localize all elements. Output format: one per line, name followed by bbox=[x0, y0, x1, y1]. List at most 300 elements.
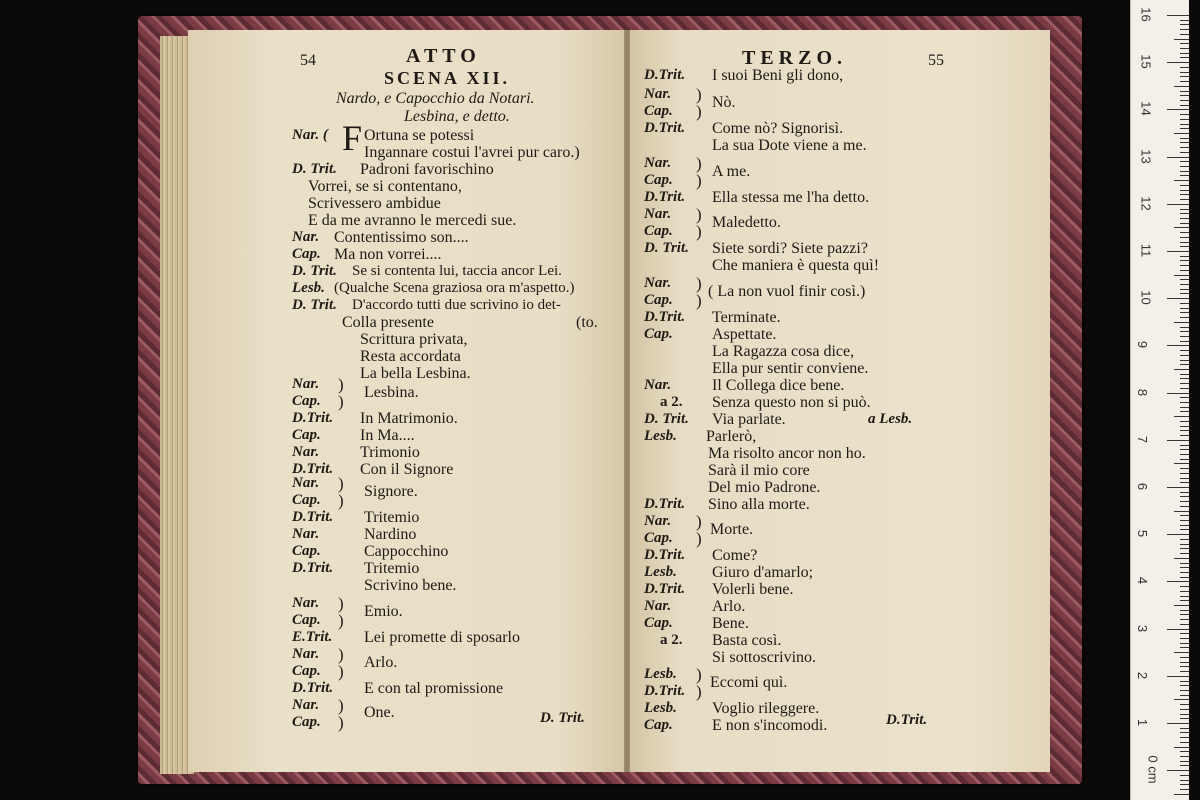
ruler-tick bbox=[1174, 605, 1189, 606]
ruler-tick bbox=[1180, 624, 1189, 625]
speaker-label: Nar. bbox=[644, 86, 672, 102]
ruler-tick bbox=[1180, 374, 1189, 375]
ruler-tick bbox=[1167, 676, 1189, 677]
left-page bbox=[188, 30, 624, 772]
ruler-tick bbox=[1180, 336, 1189, 337]
verse-line: (to. bbox=[576, 314, 598, 331]
ruler-tick bbox=[1180, 647, 1189, 648]
speaker-label: Cap. bbox=[644, 172, 673, 188]
speaker-label: D.Trit. bbox=[644, 309, 686, 325]
ruler-tick bbox=[1180, 289, 1189, 290]
speaker-label: Nar. bbox=[292, 646, 320, 662]
verse-line: Sarà il mio core bbox=[708, 462, 810, 479]
ruler-tick bbox=[1180, 714, 1189, 715]
ruler-tick bbox=[1180, 72, 1189, 73]
ruler-tick bbox=[1180, 341, 1189, 342]
ruler-number: 11 bbox=[1138, 243, 1154, 258]
ruler-tick bbox=[1180, 293, 1189, 294]
verse-line: Se si contenta lui, taccia ancor Lei. bbox=[352, 263, 562, 279]
ruler-tick bbox=[1180, 128, 1189, 129]
ruler-number: 16 bbox=[1138, 7, 1154, 22]
ruler-number: 1 bbox=[1135, 718, 1151, 727]
ruler-tick bbox=[1167, 62, 1189, 63]
ruler-tick bbox=[1180, 468, 1189, 469]
ruler-tick bbox=[1180, 718, 1189, 719]
ruler-tick bbox=[1180, 704, 1189, 705]
ruler-tick bbox=[1180, 732, 1189, 733]
speaker-label: Nar. bbox=[292, 229, 320, 245]
ruler-tick bbox=[1180, 619, 1189, 620]
verse-line: Arlo. bbox=[712, 598, 746, 615]
ruler-tick bbox=[1180, 270, 1189, 271]
verse-line: Senza questo non si può. bbox=[712, 394, 871, 411]
speaker-label: D.Trit. bbox=[644, 120, 686, 136]
speaker-label: Cap. bbox=[292, 663, 321, 679]
speaker-label: D.Trit. bbox=[292, 680, 334, 696]
running-head: ATTO bbox=[406, 45, 481, 67]
ruler-tick bbox=[1180, 190, 1189, 191]
ruler-tick bbox=[1180, 435, 1189, 436]
ruler-tick bbox=[1180, 525, 1189, 526]
ruler-tick bbox=[1174, 86, 1189, 87]
brace-glyph: ) bbox=[696, 85, 702, 104]
ruler-tick bbox=[1180, 95, 1189, 96]
verse-line: I suoi Beni gli dono, bbox=[712, 67, 844, 84]
ruler-tick bbox=[1180, 430, 1189, 431]
ruler-tick bbox=[1180, 175, 1189, 176]
speaker-label: Cap. bbox=[292, 612, 321, 628]
verse-line: Via parlate. bbox=[712, 411, 786, 428]
ruler-tick bbox=[1167, 157, 1189, 158]
speaker-label: D. Trit. bbox=[644, 240, 689, 256]
speaker-label: Lesb. bbox=[644, 666, 677, 682]
verse-line: Aspettate. bbox=[712, 326, 777, 343]
verse-line: Morte. bbox=[710, 521, 754, 538]
verse-line: Maledetto. bbox=[712, 214, 781, 231]
ruler-tick bbox=[1180, 284, 1189, 285]
speaker-label: Nar. bbox=[292, 595, 320, 611]
brace-glyph: ) bbox=[338, 645, 344, 664]
ruler-tick bbox=[1180, 742, 1189, 743]
ruler-tick bbox=[1180, 553, 1189, 554]
ruler-tick bbox=[1180, 378, 1189, 379]
ruler-tick bbox=[1167, 345, 1189, 346]
brace-glyph: ) bbox=[338, 611, 344, 630]
verse-line: Lei promette di sposarlo bbox=[364, 629, 520, 646]
speaker-label: Cap. bbox=[292, 714, 321, 730]
verse-line: Emio. bbox=[364, 603, 403, 620]
ruler-tick bbox=[1180, 638, 1189, 639]
verse-line: Scrivessero ambidue bbox=[308, 195, 441, 212]
ruler-tick bbox=[1180, 114, 1189, 115]
ruler-tick bbox=[1174, 180, 1189, 181]
ruler-tick bbox=[1180, 548, 1189, 549]
speaker-label: D. Trit. bbox=[292, 263, 337, 279]
ruler-tick bbox=[1180, 331, 1189, 332]
ruler-tick bbox=[1180, 662, 1189, 663]
verse-line: Arlo. bbox=[364, 654, 398, 671]
ruler-tick bbox=[1180, 223, 1189, 224]
brace-glyph: ) bbox=[696, 529, 702, 548]
ruler-tick bbox=[1180, 529, 1189, 530]
ruler-tick bbox=[1174, 133, 1189, 134]
ruler-tick bbox=[1180, 709, 1189, 710]
ruler-tick bbox=[1174, 39, 1189, 40]
ruler-tick bbox=[1180, 761, 1189, 762]
ruler-tick bbox=[1174, 227, 1189, 228]
scene-characters: Lesbina, e detto. bbox=[404, 108, 510, 125]
speaker-label: Cap. bbox=[644, 326, 673, 342]
ruler-tick bbox=[1180, 478, 1189, 479]
ruler-tick bbox=[1180, 91, 1189, 92]
ruler-tick bbox=[1174, 747, 1189, 748]
ruler-tick bbox=[1180, 194, 1189, 195]
speaker-label: Cap. bbox=[644, 292, 673, 308]
speaker-label: Nar. bbox=[292, 697, 320, 713]
ruler-tick bbox=[1180, 124, 1189, 125]
verse-line: Si sottoscrivino. bbox=[712, 649, 817, 666]
brace-glyph: ) bbox=[338, 375, 344, 394]
ruler-tick bbox=[1180, 57, 1189, 58]
verse-line: In Matrimonio. bbox=[360, 410, 458, 427]
ruler-tick bbox=[1180, 563, 1189, 564]
ruler-tick bbox=[1167, 251, 1189, 252]
ruler-tick bbox=[1167, 440, 1189, 441]
ruler-tick bbox=[1180, 751, 1189, 752]
ruler-number: 3 bbox=[1135, 624, 1151, 632]
verse-line: Del mio Padrone. bbox=[708, 479, 821, 496]
speaker-label: Cap. bbox=[292, 393, 321, 409]
ruler-tick bbox=[1180, 482, 1189, 483]
speaker-label: D.Trit. bbox=[292, 509, 334, 525]
drop-cap: F bbox=[342, 118, 363, 158]
speaker-label: Nar. bbox=[644, 377, 672, 393]
ruler-tick bbox=[1180, 327, 1189, 328]
speaker-label: Nar. ( bbox=[292, 127, 328, 143]
ruler-tick bbox=[1180, 199, 1189, 200]
scene-characters: Nardo, e Capocchio da Notari. bbox=[336, 90, 535, 107]
brace-glyph: ) bbox=[338, 491, 344, 510]
verse-line: Tritemio bbox=[364, 560, 420, 577]
brace-glyph: ) bbox=[338, 696, 344, 715]
verse-line: Con il Signore bbox=[360, 461, 454, 478]
ruler-tick bbox=[1180, 685, 1189, 686]
speaker-label: D.Trit. bbox=[644, 496, 686, 512]
ruler-tick bbox=[1180, 454, 1189, 455]
brace-glyph: ) bbox=[338, 713, 344, 732]
ruler-tick bbox=[1180, 100, 1189, 101]
ruler-tick bbox=[1180, 303, 1189, 304]
ruler-tick bbox=[1167, 629, 1189, 630]
ruler-tick bbox=[1180, 496, 1189, 497]
brace-glyph: ) bbox=[696, 512, 702, 531]
ruler-tick bbox=[1180, 610, 1189, 611]
ruler-tick bbox=[1180, 775, 1189, 776]
ruler-tick bbox=[1180, 317, 1189, 318]
ruler-tick bbox=[1174, 463, 1189, 464]
verse-line: Ortuna se potessi bbox=[364, 127, 475, 144]
ruler-tick bbox=[1180, 142, 1189, 143]
ruler-tick bbox=[1180, 407, 1189, 408]
ruler-tick bbox=[1180, 152, 1189, 153]
ruler-tick bbox=[1180, 166, 1189, 167]
speaker-label: Cap. bbox=[644, 103, 673, 119]
verse-line: Volerli bene. bbox=[712, 581, 794, 598]
ruler-tick bbox=[1180, 445, 1189, 446]
verse-line: Scrittura privata, bbox=[360, 331, 468, 348]
speaker-label: D. Trit. bbox=[292, 161, 337, 177]
verse-line: La bella Lesbina. bbox=[360, 365, 471, 382]
ruler-tick bbox=[1180, 591, 1189, 592]
ruler-tick bbox=[1174, 511, 1189, 512]
verse-line: E da me avranno le mercedi sue. bbox=[308, 212, 517, 229]
verse-line: Signore. bbox=[364, 483, 418, 500]
ruler-number: 7 bbox=[1135, 435, 1151, 443]
speaker-label: D.Trit. bbox=[644, 189, 686, 205]
ruler-tick bbox=[1174, 275, 1189, 276]
running-head: TERZO. bbox=[742, 47, 848, 69]
ruler-tick bbox=[1180, 350, 1189, 351]
verse-line: Tritemio bbox=[364, 509, 420, 526]
ruler-tick bbox=[1167, 723, 1189, 724]
ruler-tick bbox=[1180, 24, 1189, 25]
ruler-tick bbox=[1180, 237, 1189, 238]
ruler-tick bbox=[1180, 232, 1189, 233]
stage-direction: a Lesb. bbox=[868, 411, 913, 427]
speaker-label: Cap. bbox=[644, 223, 673, 239]
verse-line: Padroni favorischino bbox=[360, 161, 494, 178]
ruler-tick bbox=[1180, 506, 1189, 507]
speaker-label: D.Trit. bbox=[292, 410, 334, 426]
verse-line: D'accordo tutti due scrivino io det- bbox=[352, 297, 561, 313]
ruler-tick bbox=[1180, 671, 1189, 672]
speaker-label: a 2. bbox=[660, 632, 683, 648]
verse-line: Contentissimo son.... bbox=[334, 229, 469, 246]
verse-line: Ella pur sentir conviene. bbox=[712, 360, 869, 377]
ruler-tick bbox=[1180, 426, 1189, 427]
speaker-label: Cap. bbox=[644, 530, 673, 546]
ruler-tick bbox=[1180, 515, 1189, 516]
ruler-tick bbox=[1167, 581, 1189, 582]
speaker-label: Lesb. bbox=[644, 564, 677, 580]
speaker-label: Nar. bbox=[292, 526, 320, 542]
verse-line: Ingannare costui l'avrei pur caro.) bbox=[364, 144, 580, 161]
ruler-tick bbox=[1174, 699, 1189, 700]
ruler-tick bbox=[1180, 29, 1189, 30]
ruler-tick bbox=[1180, 765, 1189, 766]
verse-line: Che maniera è questa quì! bbox=[712, 257, 880, 274]
verse-line: Terminate. bbox=[712, 309, 781, 326]
verse-line: Ma non vorrei.... bbox=[334, 246, 442, 263]
speaker-label: Lesb. bbox=[644, 428, 677, 444]
ruler-number: 14 bbox=[1138, 101, 1154, 117]
speaker-label: D.Trit. bbox=[292, 560, 334, 576]
verse-line: In Ma.... bbox=[360, 427, 415, 444]
speaker-label: Nar. bbox=[644, 206, 672, 222]
ruler-tick bbox=[1180, 737, 1189, 738]
ruler-tick bbox=[1180, 600, 1189, 601]
ruler-tick bbox=[1180, 544, 1189, 545]
ruler-tick bbox=[1180, 690, 1189, 691]
verse-line: La Ragazza cosa dice, bbox=[712, 343, 855, 360]
ruler-tick bbox=[1180, 185, 1189, 186]
brace-glyph: ) bbox=[696, 291, 702, 310]
ruler-tick bbox=[1180, 355, 1189, 356]
ruler-tick bbox=[1174, 558, 1189, 559]
ruler-tick bbox=[1180, 20, 1189, 21]
ruler-tick bbox=[1174, 416, 1189, 417]
verse-line: ( La non vuol finir così.) bbox=[708, 283, 866, 300]
speaker-label: Nar. bbox=[644, 598, 672, 614]
ruler-tick bbox=[1180, 360, 1189, 361]
ruler-tick bbox=[1180, 520, 1189, 521]
speaker-label: D. Trit. bbox=[644, 411, 689, 427]
ruler-tick bbox=[1167, 534, 1189, 535]
verse-line: La sua Dote viene a me. bbox=[712, 137, 867, 154]
ruler-tick bbox=[1167, 393, 1189, 394]
brace-glyph: ) bbox=[338, 474, 344, 493]
ruler-tick bbox=[1180, 34, 1189, 35]
speaker-label: Cap. bbox=[292, 427, 321, 443]
ruler-tick bbox=[1180, 138, 1189, 139]
verse-line: Eccomi quì. bbox=[710, 674, 788, 691]
verse-line: Scrivino bene. bbox=[364, 577, 457, 594]
verse-line: (Qualche Scena graziosa ora m'aspetto.) bbox=[334, 280, 575, 296]
catchword: D.Trit. bbox=[886, 712, 928, 728]
measurement-ruler bbox=[1130, 0, 1189, 800]
ruler-tick bbox=[1180, 449, 1189, 450]
ruler-tick bbox=[1180, 53, 1189, 54]
ruler-tick bbox=[1180, 397, 1189, 398]
speaker-label: Cap. bbox=[292, 543, 321, 559]
ruler-number: 15 bbox=[1138, 54, 1154, 69]
ruler-tick bbox=[1180, 666, 1189, 667]
ruler-number: 8 bbox=[1135, 388, 1151, 396]
speaker-label: D.Trit. bbox=[644, 67, 686, 83]
ruler-tick bbox=[1167, 298, 1189, 299]
speaker-label: Lesb. bbox=[292, 280, 325, 296]
speaker-label: D.Trit. bbox=[644, 581, 686, 597]
brace-glyph: ) bbox=[338, 392, 344, 411]
speaker-label: Cap. bbox=[292, 246, 321, 262]
ruler-tick bbox=[1180, 308, 1189, 309]
verse-line: Resta accordata bbox=[360, 348, 461, 365]
ruler-tick bbox=[1180, 265, 1189, 266]
ruler-tick bbox=[1180, 43, 1189, 44]
brace-glyph: ) bbox=[696, 205, 702, 224]
speaker-label: D.Trit. bbox=[644, 547, 686, 563]
speaker-label: Nar. bbox=[644, 155, 672, 171]
verse-line: Cappocchino bbox=[364, 543, 449, 560]
verse-line: E con tal promissione bbox=[364, 680, 504, 697]
verse-line: Voglio rileggere. bbox=[712, 700, 820, 717]
ruler-number: 12 bbox=[1138, 196, 1154, 211]
ruler-tick bbox=[1180, 643, 1189, 644]
ruler-tick bbox=[1167, 487, 1189, 488]
ruler-tick bbox=[1180, 218, 1189, 219]
scene-title: SCENA XII. bbox=[384, 68, 511, 88]
speaker-label: Nar. bbox=[644, 275, 672, 291]
ruler-tick bbox=[1167, 204, 1189, 205]
ruler-tick bbox=[1180, 681, 1189, 682]
ruler-tick bbox=[1180, 459, 1189, 460]
speaker-label: Nar. bbox=[292, 444, 320, 460]
verse-line: Siete sordi? Siete pazzi? bbox=[712, 240, 868, 257]
ruler-tick bbox=[1180, 501, 1189, 502]
speaker-label: Nar. bbox=[292, 475, 320, 491]
ruler-number: 4 bbox=[1135, 577, 1151, 585]
ruler-tick bbox=[1180, 242, 1189, 243]
catchword: D. Trit. bbox=[540, 710, 585, 726]
verse-line: Lesbina. bbox=[364, 384, 419, 401]
verse-line: Basta così. bbox=[712, 632, 782, 649]
brace-glyph: ) bbox=[696, 682, 702, 701]
verse-line: Ella stessa me l'ha detto. bbox=[712, 189, 870, 206]
ruler-tick bbox=[1180, 246, 1189, 247]
ruler-tick bbox=[1180, 657, 1189, 658]
ruler-number: 13 bbox=[1138, 148, 1154, 164]
verse-line: E non s'incomodi. bbox=[712, 717, 828, 734]
ruler-tick bbox=[1180, 473, 1189, 474]
ruler-tick bbox=[1180, 260, 1189, 261]
ruler-tick bbox=[1180, 161, 1189, 162]
ruler-tick bbox=[1180, 147, 1189, 148]
brace-glyph: ) bbox=[696, 274, 702, 293]
ruler-tick bbox=[1174, 322, 1189, 323]
speaker-label: D. Trit. bbox=[292, 297, 337, 313]
ruler-tick bbox=[1167, 770, 1189, 771]
ruler-tick bbox=[1180, 756, 1189, 757]
ruler-tick bbox=[1180, 577, 1189, 578]
ruler-tick bbox=[1180, 421, 1189, 422]
ruler-number: 5 bbox=[1135, 530, 1151, 538]
ruler-tick bbox=[1167, 15, 1189, 16]
brace-glyph: ) bbox=[338, 594, 344, 613]
ruler-tick bbox=[1180, 780, 1189, 781]
ruler-tick bbox=[1180, 402, 1189, 403]
ruler-tick bbox=[1174, 369, 1189, 370]
speaker-label: D.Trit. bbox=[292, 461, 334, 477]
ruler-tick bbox=[1180, 492, 1189, 493]
ruler-tick bbox=[1180, 539, 1189, 540]
verse-line: Il Collega dice bene. bbox=[712, 377, 845, 394]
verse-line: Trimonio bbox=[360, 444, 420, 461]
verse-line: One. bbox=[364, 704, 395, 721]
ruler-tick bbox=[1174, 652, 1189, 653]
verse-line: Vorrei, se si contentano, bbox=[308, 178, 462, 195]
ruler-number: 2 bbox=[1135, 671, 1151, 679]
ruler-tick bbox=[1180, 695, 1189, 696]
verse-line: Parlerò, bbox=[706, 428, 757, 445]
right-page bbox=[630, 30, 1050, 772]
speaker-label: Cap. bbox=[644, 615, 673, 631]
ruler-tick bbox=[1180, 596, 1189, 597]
ruler-tick bbox=[1180, 171, 1189, 172]
ruler-tick bbox=[1180, 614, 1189, 615]
ruler-tick bbox=[1180, 279, 1189, 280]
verse-line: Bene. bbox=[712, 615, 749, 632]
ruler-number: 6 bbox=[1135, 482, 1151, 491]
ruler-tick bbox=[1180, 586, 1189, 587]
ruler-tick bbox=[1180, 364, 1189, 365]
ruler-tick bbox=[1180, 209, 1189, 210]
verse-line: Ma risolto ancor non ho. bbox=[708, 445, 866, 462]
verse-line: Colla presente bbox=[342, 314, 434, 331]
verse-line: Nardino bbox=[364, 526, 417, 543]
ruler-tick bbox=[1180, 789, 1189, 790]
ruler-tick bbox=[1180, 784, 1189, 785]
speaker-label: Nar. bbox=[292, 376, 320, 392]
